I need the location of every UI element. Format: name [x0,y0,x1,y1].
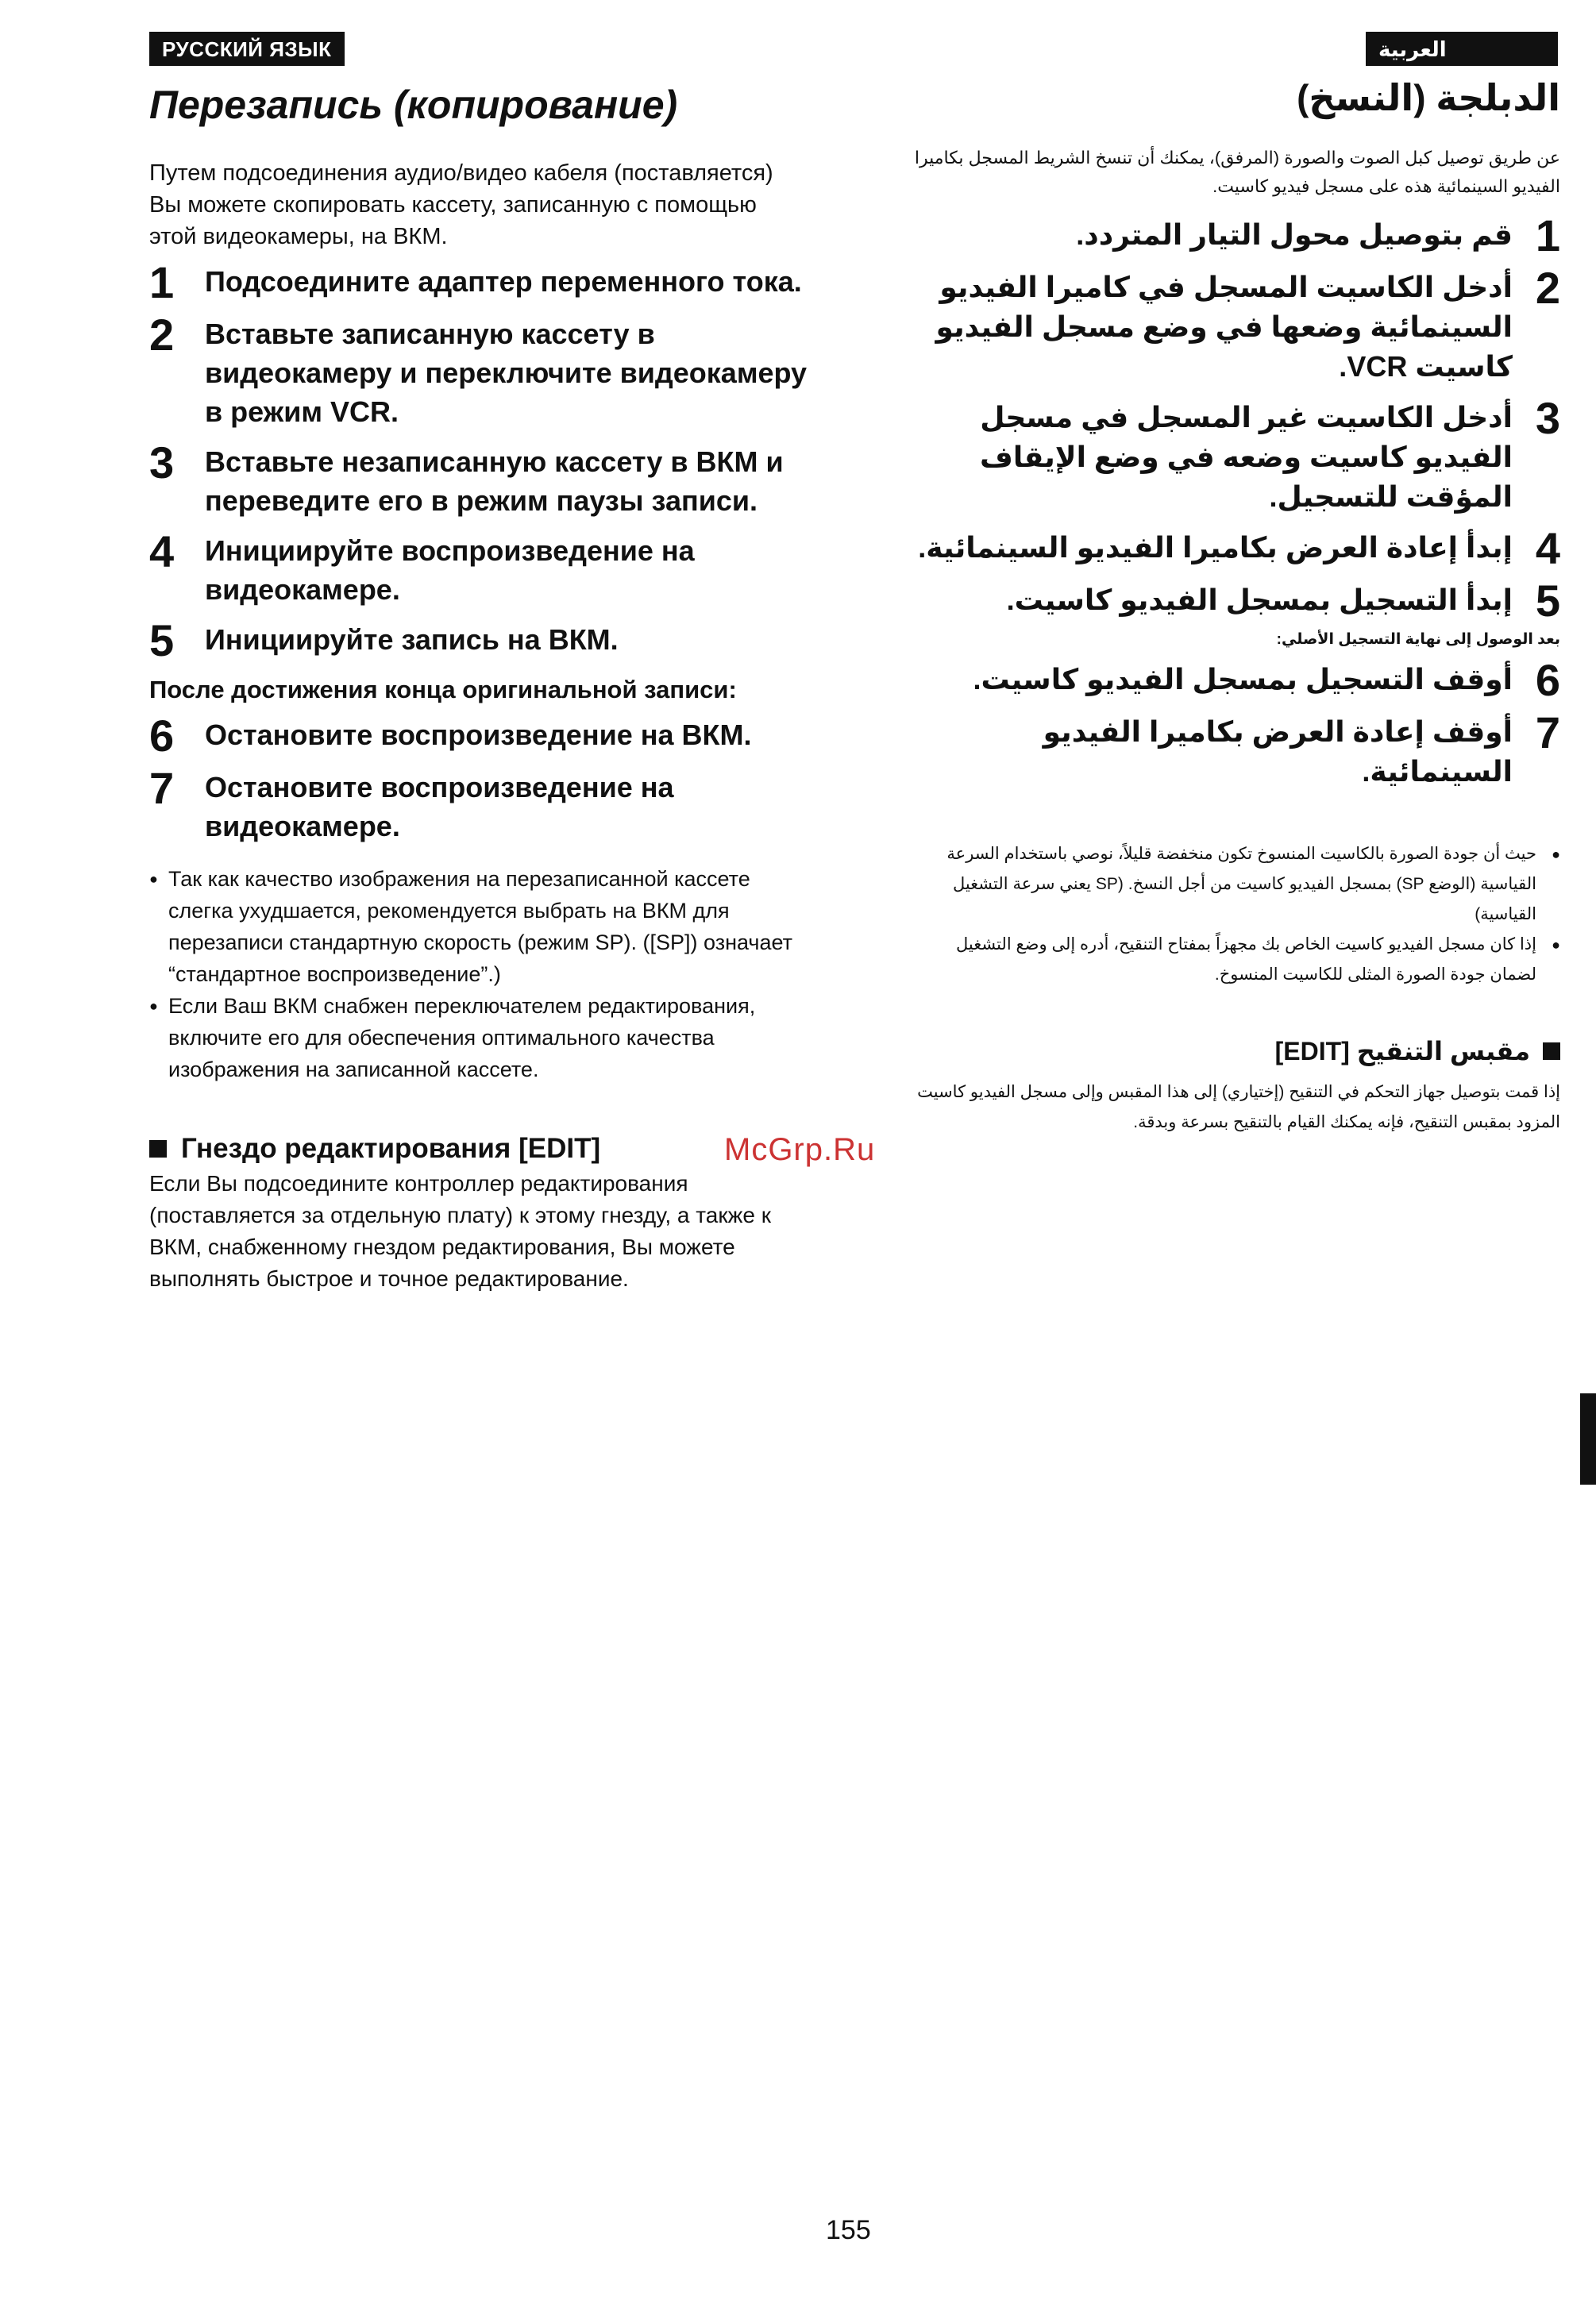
step-ru-7 [149,763,808,846]
square-bullet-icon [149,1140,167,1158]
page-title-ar: الدبلجة (النسخ) [1297,77,1560,118]
edit-heading-text: مقبس التنقيح [EDIT] [1274,1037,1530,1066]
step-text: أدخل الكاسيت المسجل في كاميرا الفيديو السينمائية وضعها في وضع مسجل الفيديو كاسيت VCR. [935,271,1513,383]
note-item: ● حيث أن جودة الصورة بالكاسيت المنسوخ تكون منخفضة قليلاً، نوصي باستخدام السرعة القياسية (الوضع SP) بمسجل الفيديو كاسيت من أجل النسخ. (SP يعني سرعة التشغيل القياسية) [913,839,1560,930]
step-number: 2 [149,310,175,360]
after-end-label-ar: بعد الوصول إلى نهاية التسجيل الأصلي: [1276,631,1560,649]
intro-ar: عن طريق توصيل كبل الصوت والصورة (المرفق)، يمكنك أن تنسخ الشريط المسجل بكاميرا الفيديو السينمائية هذه على مسجل فيديو كاسيت. [914,148,1560,197]
step-ar-6 [913,655,1560,706]
step-ru-5 [149,615,808,665]
step-number: 4 [149,526,175,576]
step-text: Подсоедините адаптер переменного тока. [205,265,802,298]
step-ru-3 [149,437,808,520]
square-bullet-icon [1543,1042,1560,1060]
step-number: 1 [1535,210,1560,261]
step-ru-1 [149,257,808,307]
after-end-label-ru: После достижения конца оригинальной записи: [149,676,737,703]
step-ru-4 [149,526,808,609]
step-number: 5 [1535,576,1560,626]
step-text: قم بتوصيل محول التيار المتردد. [1076,218,1513,252]
step-ru-2 [149,310,808,431]
step-text: إبدأ التسجيل بمسجل الفيديو كاسيت. [1006,584,1513,617]
step-number: 7 [1535,707,1560,758]
step-text: أدخل الكاسيت غير المسجل في مسجل الفيديو كاسيت وضعه في وضع الإيقاف المؤقت للتسجيل. [980,401,1513,514]
step-text: Инициируйте воспроизведение на видеокамере. [205,534,695,606]
edit-section-heading-ru [149,1133,808,1165]
step-number: 6 [149,711,175,761]
russian-column [149,32,808,1295]
step-text: أوقف إعادة العرض بكاميرا الفيديو السينمائية. [1043,715,1513,788]
step-ar-4 [913,523,1560,574]
step-text: Инициируйте запись на ВКМ. [205,623,619,656]
step-number: 4 [1535,523,1560,574]
page-title-ru: Перезапись (копирование) [149,83,678,127]
step-ar-7 [913,707,1560,792]
step-text: Остановите воспроизведение на видеокамере. [205,771,674,842]
language-badge-wrap-ar [913,32,1560,71]
step-text: إبدأ إعادة العرض بكاميرا الفيديو السينمائية. [918,531,1513,564]
step-text: Вставьте незаписанную кассету в ВКМ и переведите его в режим паузы записи. [205,445,784,517]
intro-ru: Путем подсоединения аудио/видео кабеля (поставляется) Вы можете скопировать кассету, записанную с помощью этой видеокамеры, на ВКМ. [149,160,773,249]
step-text: Остановите воспроизведение на ВКМ. [205,719,752,751]
notes-ru [149,863,808,1085]
note-item: ● إذا كان مسجل الفيديو كاسيت الخاص بك مجهزاً بمفتاح التنقيح، أدره إلى وضع التشغيل لضمان جودة الصورة المثلى للكاسيت المنسوخ. [913,930,1560,990]
side-thumb-tab [1580,1393,1596,1485]
step-number: 7 [149,763,175,813]
step-number: 1 [149,257,175,307]
step-number: 6 [1535,655,1560,706]
step-text: أوقف التسجيل بمسجل الفيديو كاسيت. [973,663,1513,696]
step-ar-2 [913,263,1560,387]
step-number: 3 [1535,393,1560,444]
note-item: ● Если Ваш ВКМ снабжен переключателем редактирования, включите его для обеспечения оптимального качества изображения на записанной кассете. [149,990,808,1085]
step-number: 2 [1535,263,1560,314]
step-text: Вставьте записанную кассету в видеокамеру и переключите видеокамеру в режим VCR. [205,318,808,428]
watermark: McGrp.Ru [724,1132,876,1167]
arabic-column [913,32,1560,1138]
edit-section-text-ru: Если Вы подсоедините контроллер редактирования (поставляется за отдельную плату) к этому гнезду, а также к ВКМ, снабженному гнездом редактирования, Вы можете выполнять быстрое и точное редактирование. [149,1171,771,1291]
page-number: 155 [826,2215,871,2245]
step-number: 5 [149,615,175,665]
edit-section-text-ar: إذا قمت بتوصيل جهاز التحكم في التنقيح (إختياري) إلى هذا المقبس وإلى مسجل الفيديو كاسيت المزود بمقبس التنقيح، فإنه يمكنك القيام بالتنقيح بسرعة وبدقة. [917,1083,1560,1132]
language-badge-ar: العربية [1366,32,1558,66]
edit-heading-text: Гнездо редактирования [EDIT] [181,1133,601,1164]
step-ar-5 [913,576,1560,626]
note-item: ● Так как качество изображения на перезаписанной кассете слегка ухудшается, рекомендуется выбрать на ВКМ для перезаписи стандартную скорость (режим SP). ([SP]) означает “стандартное воспроизведение”.) [149,863,808,990]
step-ar-3 [913,393,1560,517]
notes-ar [913,839,1560,990]
edit-section-heading-ar [913,1036,1560,1066]
step-number: 3 [149,437,175,487]
step-ru-6 [149,711,808,761]
language-badge-ru: РУССКИЙ ЯЗЫК [149,32,345,66]
step-ar-1 [913,210,1560,261]
